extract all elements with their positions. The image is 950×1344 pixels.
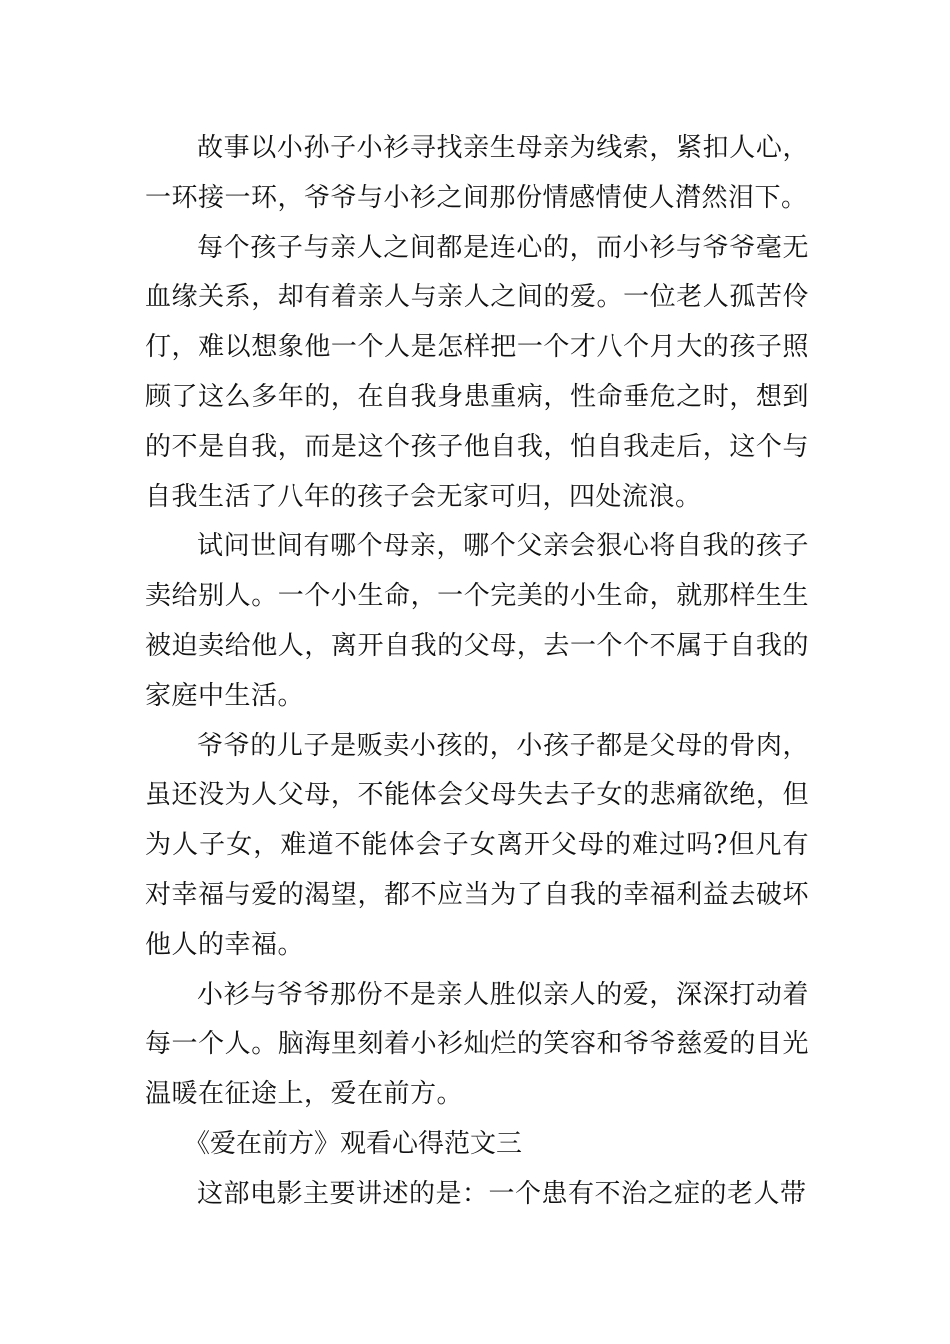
document-body — [145, 124, 809, 1220]
paragraph-6: 这部电影主要讲述的是：一个患有不治之症的老人带 — [197, 1178, 807, 1209]
paragraph-2: 每个孩子与亲人之间都是连心的，而小衫与爷爷毫无血缘关系，却有着亲人与亲人之间的爱。一位老人孤苦伶仃，难以想象他一个人是怎样把一个才八个月大的孩子照顾了这么多年的，在自我身患重病，性命垂危之时，想到的不是自我，而是这个孩子他自我，怕自我走后，这个与自我生活了八年的孩子会无家可归，四处流浪。 — [145, 232, 809, 512]
paragraph-5: 小衫与爷爷那份不是亲人胜似亲人的爱，深深打动着每一个人。脑海里刻着小衫灿烂的笑容和爷爷慈爱的目光温暖在征途上，爱在前方。 — [145, 979, 809, 1110]
section-heading: 《爱在前方》观看心得范文三 — [184, 1128, 523, 1159]
paragraph-3: 试问世间有哪个母亲，哪个父亲会狠心将自我的孩子卖给别人。一个小生命，一个完美的小生命，就那样生生被迫卖给他人，离开自我的父母，去一个个不属于自我的家庭中生活。 — [145, 531, 809, 711]
paragraph-1: 故事以小孙子小衫寻找亲生母亲为线索，紧扣人心，一环接一环，爷爷与小衫之间那份情感情使人潸然泪下。 — [145, 133, 809, 213]
paragraph-4: 爷爷的儿子是贩卖小孩的，小孩子都是父母的骨肉，虽还没为人父母，不能体会父母失去子女的悲痛欲绝，但为人子女，难道不能体会子女离开父母的难过吗?但凡有对幸福与爱的渴望，都不应当为了自我的幸福利益去破坏他人的幸福。 — [145, 730, 809, 960]
